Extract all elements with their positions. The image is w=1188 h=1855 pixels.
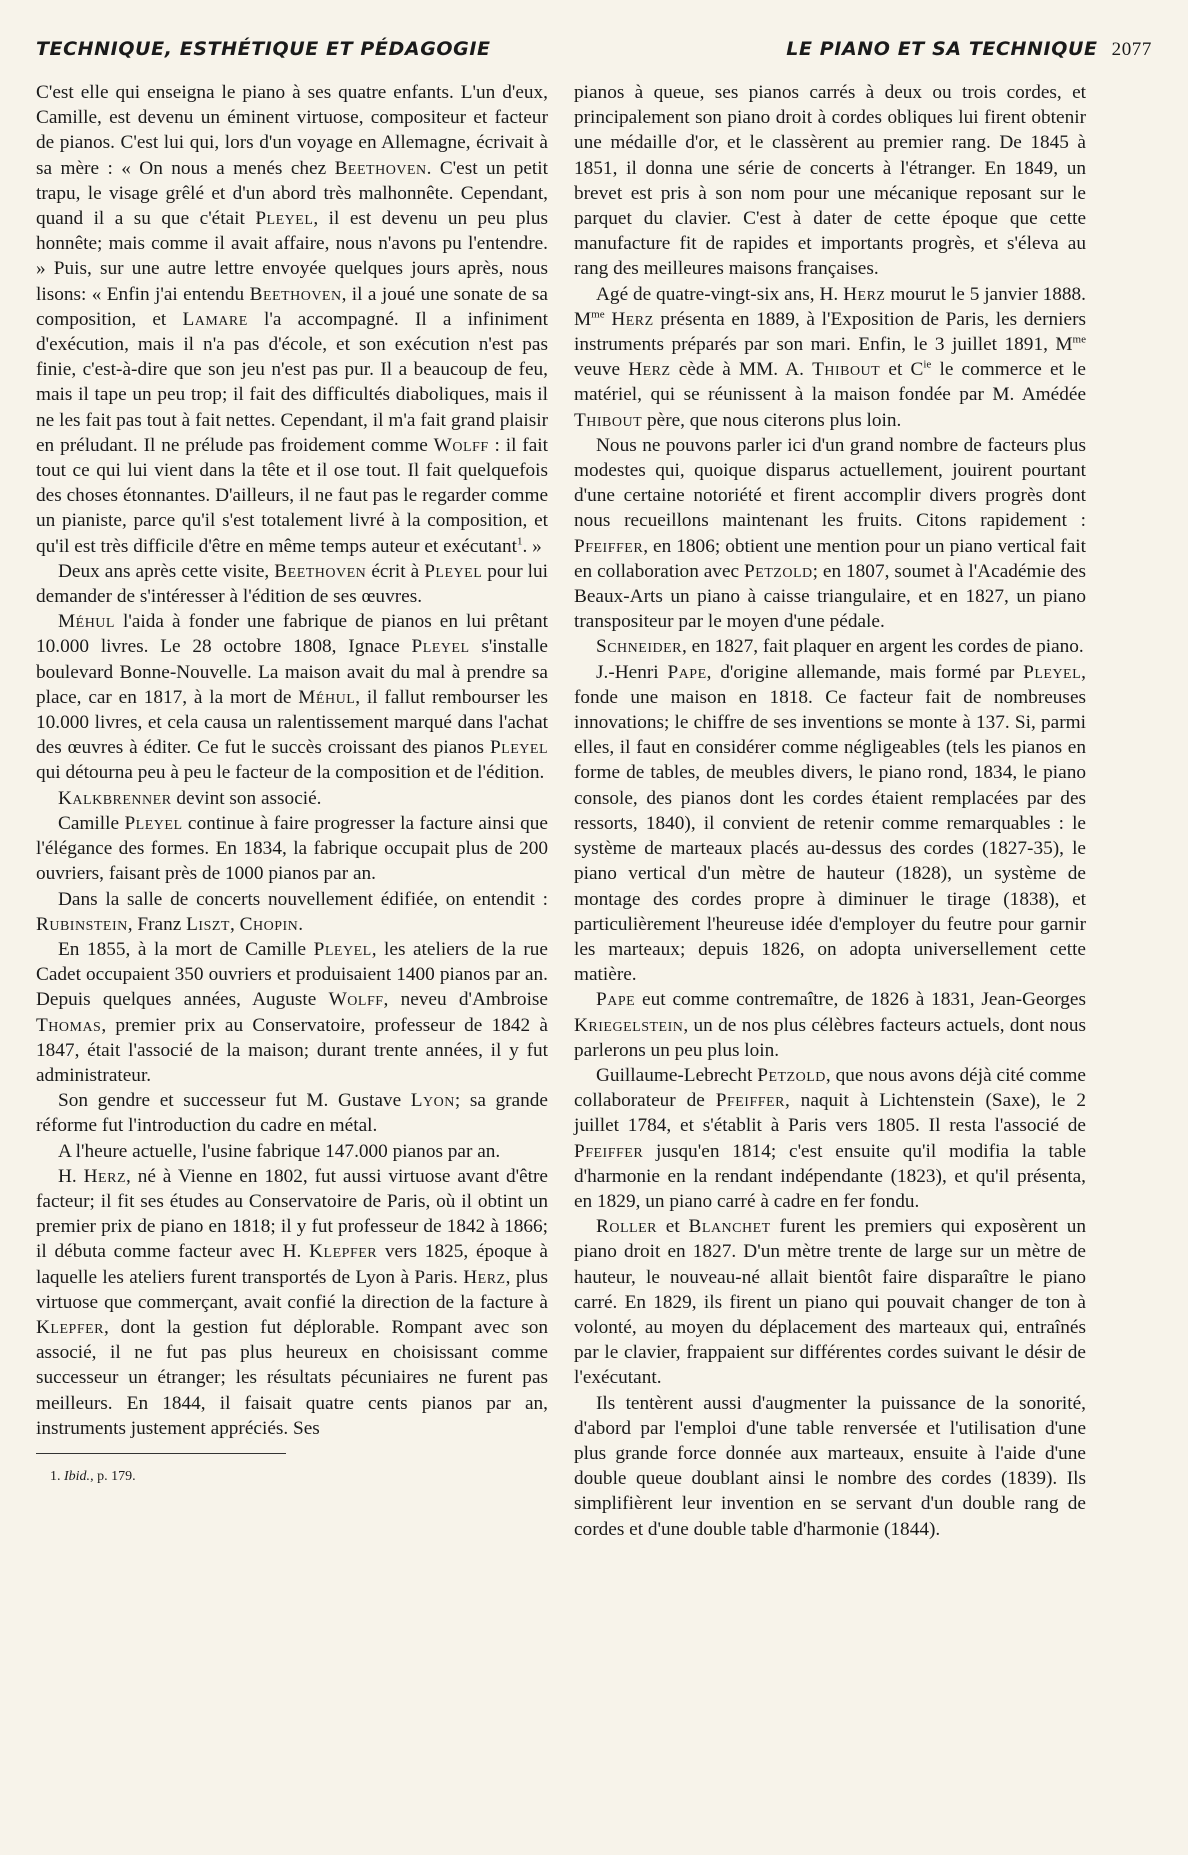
footnote-number: 1.	[50, 1468, 61, 1484]
paragraph: J.-Henri Pape, d'origine allemande, mais formé par Pleyel, fonde une maison en 1818. Ce facteur fait de nombreuses innovations; le chiffre de ses inventions se monte à 137. Si, parmi elles, il faut en considérer comme négligeables (tels les pianos en forme de tables, de meubles divers, le piano rond, 1834, le piano console, des pianos dont les cordes étaient remplacées par des ressorts, 1840), il convient de retenir comme remarquables : le système de marteaux placés au-dessus des cordes (1827-35), le piano vertical d'un mètre de hauteur (1828), un système de montage des cordes propre à diminuer le tirage (1838), et particulièrement l'heureuse idée d'employer du feutre pour garnir les marteaux; depuis 1826, on adopta universellement cette matière.	[574, 661, 1086, 986]
book-title: LE PIANO ET SA TECHNIQUE	[786, 38, 1098, 60]
paragraph: Méhul l'aida à fonder une fabrique de pianos en lui prêtant 10.000 livres. Le 28 octobre 1808, Ignace Pleyel s'installe boulevard Bonne-Nouvelle. La maison avait du mal à prendre sa place, car en 1817, à la mort de Méhul, il fallut rembourser les 10.000 livres, et cela causa un ralentissement marqué dans l'achat des œuvres à éditer. Ce fut le succès croissant des pianos Pleyel qui détourna peu à peu le facteur de la composition et de l'édition.	[36, 611, 548, 784]
paragraph: A l'heure actuelle, l'usine fabrique 147.000 pianos par an.	[58, 1140, 501, 1162]
right-column	[574, 80, 1086, 1542]
paragraph: Son gendre et successeur fut M. Gustave Lyon; sa grande réforme fut l'introduction du cadre en métal.	[36, 1090, 548, 1137]
paragraph: Kalkbrenner devint son associé.	[58, 787, 322, 809]
running-header	[36, 34, 1152, 70]
paragraph: Guillaume-Lebrecht Petzold, que nous avons déjà cité comme collaborateur de Pfeiffer, naquit à Lichtenstein (Saxe), le 2 juillet 1784, et s'établit à Paris vers 1805. Il resta l'associé de Pfeiffer jusqu'en 1814; c'est ensuite qu'il modifia la table d'harmonie en la rendant indépendante (1823), et qu'il présenta, en 1829, un piano carré à cadre en fer fondu.	[574, 1064, 1087, 1212]
paragraph: Ils tentèrent aussi d'augmenter la puissance de la sonorité, d'abord par l'emploi d'une table renversée et l'utilisation d'une plus grande force donnée aux marteaux, ensuite à l'aide d'une double queue doublant ainsi le nombre des cordes (1839). Ils simplifièrent leur invention en se servant d'un double rang de cordes et d'une double table d'harmonie (1844).	[574, 1392, 1086, 1540]
paragraph: Camille Pleyel continue à faire progresser la facture ainsi que l'élégance des formes. En 1834, la fabrique occupait plus de 200 ouvriers, faisant près de 1000 pianos par an.	[36, 812, 548, 885]
footnote-rule	[36, 1453, 286, 1454]
paragraph: Schneider, en 1827, fait plaquer en argent les cordes de piano.	[596, 636, 1084, 658]
section-title: TECHNIQUE, ESTHÉTIQUE ET PÉDAGOGIE	[36, 38, 491, 60]
paragraph: Roller et Blanchet furent les premiers qui exposèrent un piano droit en 1827. D'un mètre trente de large sur un mètre de hauteur, le nouveau-né allait bientôt faire disparaître le piano carré. En 1829, ils firent un piano qui pouvait changer de ton à volonté, au moyen du déplacement des marteaux qui, entraînés par le clavier, frappaient sur différentes cordes suivant le désir de l'exécutant.	[574, 1216, 1086, 1389]
paragraph: Dans la salle de concerts nouvellement édifiée, on entendit : Rubinstein, Franz Liszt, Chopin.	[36, 888, 548, 935]
paragraph: C'est elle qui enseigna le piano à ses quatre enfants. L'un d'eux, Camille, est devenu un éminent virtuose, compositeur et facteur de pianos. C'est lui qui, lors d'un voyage en Allemagne, écrivait à sa mère : « On nous a menés chez Beethoven. C'est un petit trapu, le visage grêlé et d'un abord très malhonnête. Cependant, quand il a su que c'était Pleyel, il est devenu un peu plus honnête; mais comme il avait affaire, nous n'avons pu l'entendre. » Puis, sur une autre lettre envoyée quelques jours après, nous lisons: « Enfin j'ai entendu Beethoven, il a joué une sonate de sa composition, et Lamare l'a accompagné. Il a infiniment d'exécution, mais il n'a pas d'école, et son exécution n'est pas finie, c'est-à-dire que son jeu n'est pas pur. Il a beaucoup de feu, mais il tape un peu trop; il fait des difficultés diaboliques, mais il ne les fait pas tout à fait nettes. Cependant, il m'a fait grand plaisir en préludant. Il ne prélude pas froidement comme Wolff : il fait tout ce qui lui vient dans la tête et il ose tout. Il fait quelquefois des choses étonnantes. D'ailleurs, il ne faut pas le regarder comme un pianiste, parce qu'il s'est totalement livré à la composition, et qu'il est très difficile d'être en même temps auteur et exécutant$^1$. »	[36, 82, 548, 557]
paragraph: pianos à queue, ses pianos carrés à deux ou trois cordes, et principalement son piano droit à cordes obliques lui firent obtenir une médaille d'or, et le classèrent au premier rang. De 1845 à 1851, il donna une série de concerts à l'étranger. En 1849, un brevet est pris à son nom pour une mécanique reposant sur le parquet du clavier. C'est à dater de cette époque que cette manufacture fit de rapides et importants progrès, et s'éleva au rang des meilleures maisons françaises.	[574, 82, 1086, 280]
page-number: 2077	[1111, 39, 1152, 60]
paragraph: Pape eut comme contremaître, de 1826 à 1831, Jean-Georges Kriegelstein, un de nos plus célèbres facteurs actuels, dont nous parlerons un peu plus loin.	[574, 989, 1086, 1061]
paragraph: Nous ne pouvons parler ici d'un grand nombre de facteurs plus modestes qui, quoique disparus actuellement, jouirent pourtant d'une certaine notoriété et firent accomplir divers progrès dont nous recueillons maintenant les fruits. Citons rapidement : Pfeiffer, en 1806; obtient une mention pour un piano vertical fait en collaboration avec Petzold; en 1807, soumet à l'Académie des Beaux-Arts un piano à caisse triangulaire, et en 1827, un piano transpositeur par le moyen d'une pédale.	[574, 434, 1086, 633]
footnote-page: , p. 179.	[90, 1468, 136, 1484]
paragraph: En 1855, à la mort de Camille Pleyel, les ateliers de la rue Cadet occupaient 350 ouvriers et produisaient 1400 pianos par an. Depuis quelques années, Auguste Wolff, neveu d'Ambroise Thomas, premier prix au Conservatoire, professeur de 1842 à 1847, était l'associé de la maison; durant trente années, il y fut administrateur.	[36, 938, 548, 1086]
left-column	[36, 80, 548, 1486]
book-title-block	[786, 38, 1152, 61]
paragraph: H. Herz, né à Vienne en 1802, fut aussi virtuose avant d'être facteur; il fit ses études au Conservatoire de Paris, où il obtint un premier prix de piano en 1818; il y fut professeur de 1842 à 1866; il débuta comme facteur avec H. Klepfer vers 1825, époque à laquelle les ateliers furent transportés de Lyon à Paris. Herz, plus virtuose que commerçant, avait confié la direction de la facture à Klepfer, dont la gestion fut déplorable. Rompant avec son associé, il ne fut pas plus heureux en choisissant comme successeur un étranger; les résultats pécuniaires ne furent pas meilleurs. En 1844, il faisait quatre cents pianos par an, instruments justement appréciés. Ses	[36, 1165, 548, 1439]
paragraph: Deux ans après cette visite, Beethoven écrit à Pleyel pour lui demander de s'intéresser à l'édition de ses œuvres.	[36, 560, 549, 608]
footnote	[36, 1468, 548, 1486]
paragraph: Agé de quatre-vingt-six ans, H. Herz mourut le 5 janvier 1888. $M^{me}$ Herz présenta en 1889, à l'Exposition de Paris, les derniers instruments préparés par son mari. Enfin, le 3 juillet 1891, $M^{me}$ veuve Herz cède à MM. A. Thibout et $C^{ie}$ le commerce et le matériel, qui se réunissent à la maison fondée par M. Amédée Thibout père, que nous citerons plus loin.	[574, 283, 1086, 431]
footnote-source: Ibid.	[64, 1468, 91, 1484]
